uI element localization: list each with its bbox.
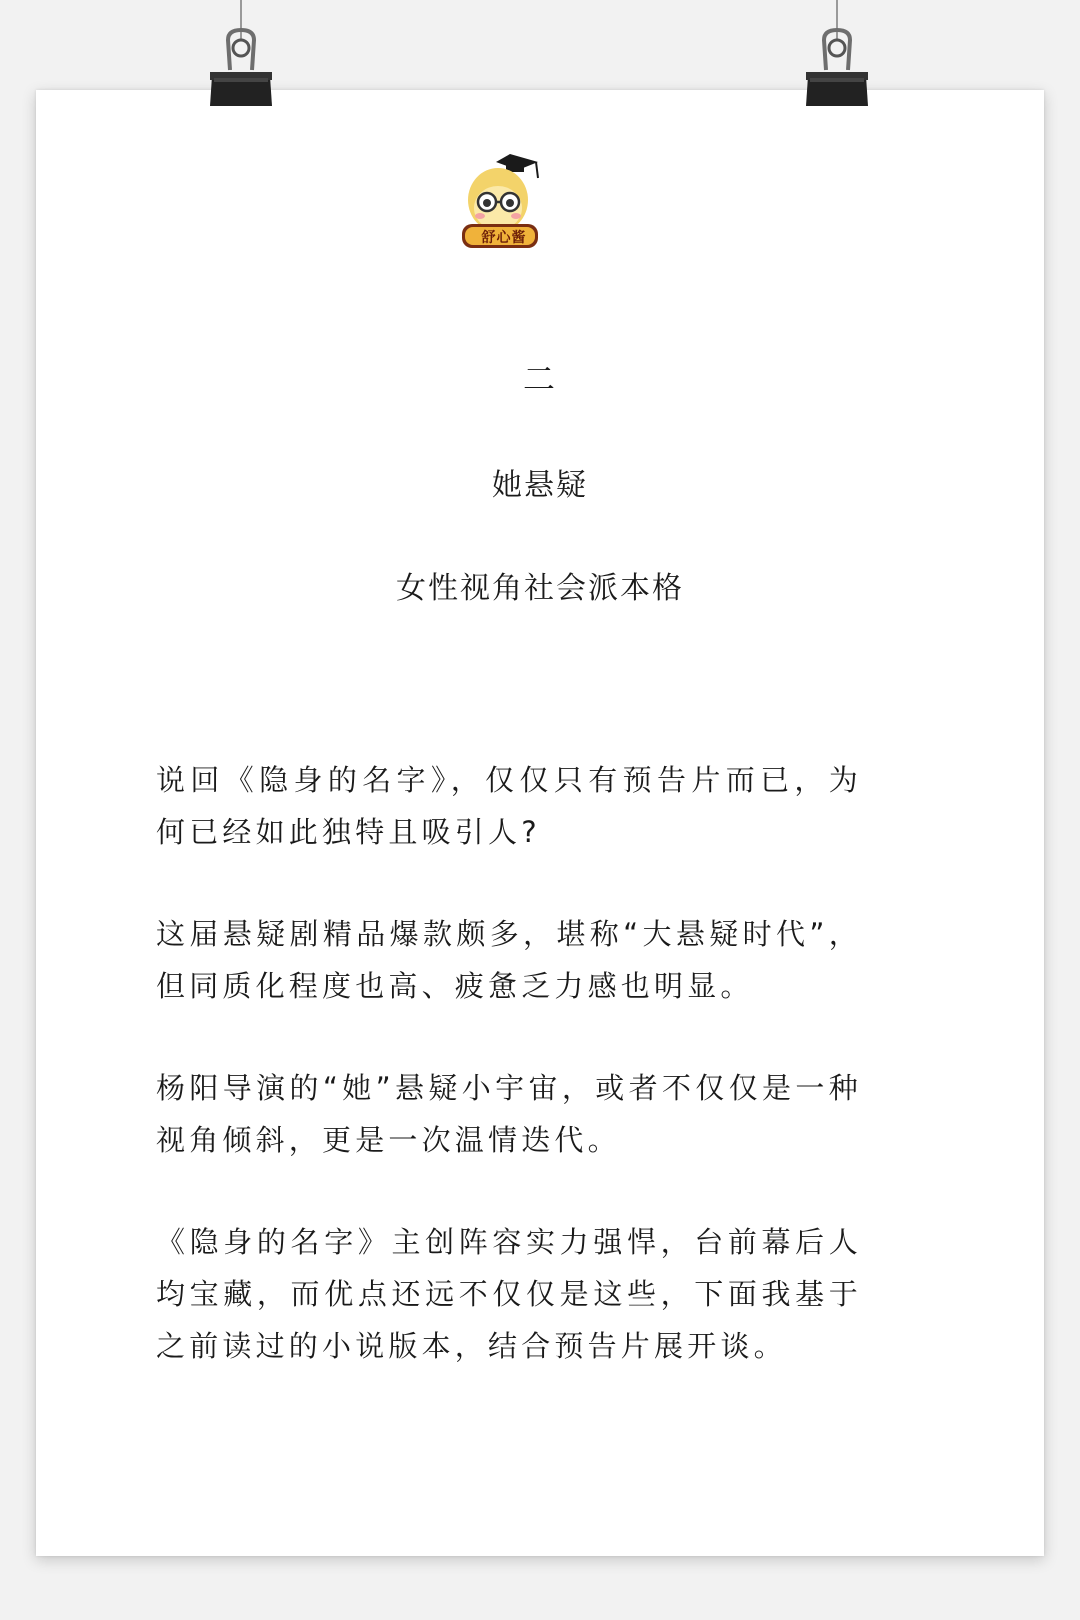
article-body: [156, 754, 862, 1422]
paragraph: 说回《隐身的名字》，仅仅只有预告片而已，为何已经如此独特且吸引人?: [156, 763, 862, 849]
section-title: 她悬疑: [492, 468, 588, 503]
section-number: 二: [522, 360, 557, 398]
paragraph: 这届悬疑剧精品爆款颇多，堪称“大悬疑时代”，但同质化程度也高、疲惫乏力感也明显。: [156, 917, 862, 1003]
right-binder-clip-icon: [802, 26, 872, 110]
left-binder-clip-icon: [206, 26, 276, 110]
paragraph: 杨阳导演的“她”悬疑小宇宙，或者不仅仅是一种视角倾斜，更是一次温情迭代。: [156, 1071, 862, 1157]
logo-text: 舒心酱: [481, 230, 527, 246]
section-subtitle: 女性视角社会派本格: [396, 571, 684, 606]
paragraph: 《隐身的名字》主创阵容实力强悍，台前幕后人均宝藏，而优点还远不仅仅是这些，下面我基于之前读过的小说版本，结合预告片展开谈。: [156, 1225, 862, 1363]
